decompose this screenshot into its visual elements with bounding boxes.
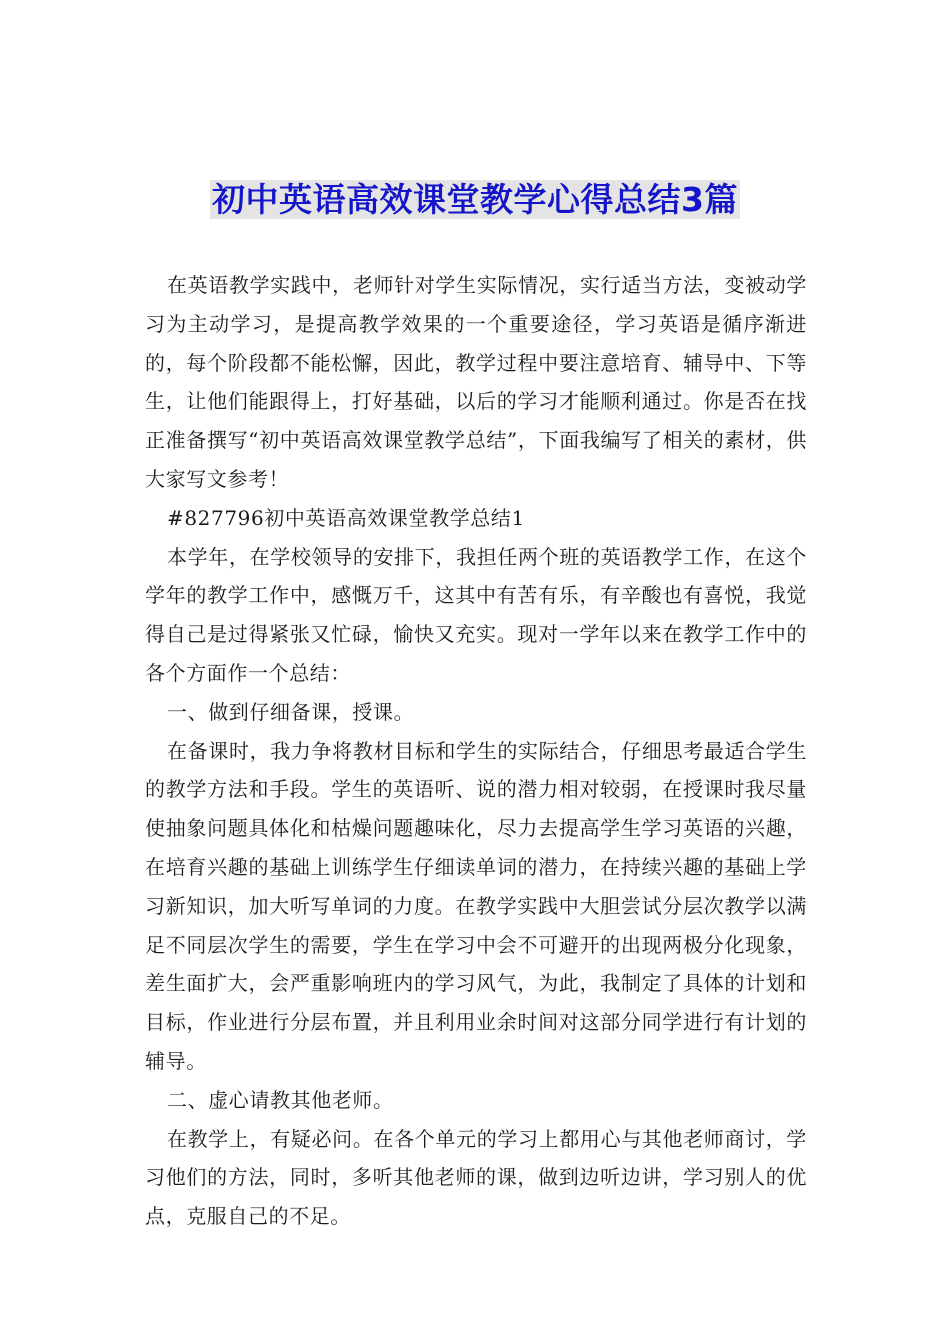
document-title <box>0 174 950 226</box>
subheading-2: 二、虚心请教其他老师。 <box>167 1087 394 1112</box>
body-paragraph: 在教学上，有疑必问。在各个单元的学习上都用心与其他老师商讨，学习他们的方法，同时，多听其他老师的课，做到边听边讲，学习别人的优点，克服自己的不足。 <box>145 1126 807 1229</box>
document-title-text: 初中英语高效课堂教学心得总结3篇 <box>212 180 738 219</box>
body-paragraph: 本学年，在学校领导的安排下，我担任两个班的英语教学工作，在这个学年的教学工作中，感慨万千，这其中有苦有乐，有辛酸也有喜悦，我觉得自己是过得紧张又忙碌，愉快又充实。现对一学年以来在教学工作中的各个方面作一个总结： <box>145 544 807 685</box>
body-paragraph: 在备课时，我力争将教材目标和学生的实际结合，仔细思考最适合学生的教学方法和手段。学生的英语听、说的潜力相对较弱，在授课时我尽量使抽象问题具体化和枯燥问题趣味化，尽力去提高学生学习英语的兴趣，在培育兴趣的基础上训练学生仔细读单词的潜力，在持续兴趣的基础上学习新知识，加大听写单词的力度。在教学实践中大胆尝试分层次教学以满足不同层次学生的需要，学生在学习中会不可避开的出现两极分化现象，差生面扩大，会严重影响班内的学习风气，为此，我制定了具体的计划和目标，作业进行分层布置，并且利用业余时间对这部分同学进行有计划的辅导。 <box>145 738 807 1073</box>
subheading-1: 一、做到仔细备课，授课。 <box>167 699 415 724</box>
section-heading-1: #827796初中英语高效课堂教学总结1 <box>167 505 525 530</box>
intro-paragraph: 在英语教学实践中，老师针对学生实际情况，实行适当方法，变被动学习为主动学习，是提高教学效果的一个重要途径，学习英语是循序渐进的，每个阶段都不能松懈，因此，教学过程中要注意培育、辅导中、下等生，让他们能跟得上，打好基础，以后的学习才能顺利通过。你是否在找正准备撰写“初中英语高效课堂教学总结”，下面我编写了相关的素材，供大家写文参考！ <box>145 273 807 491</box>
document-body <box>145 266 807 1236</box>
